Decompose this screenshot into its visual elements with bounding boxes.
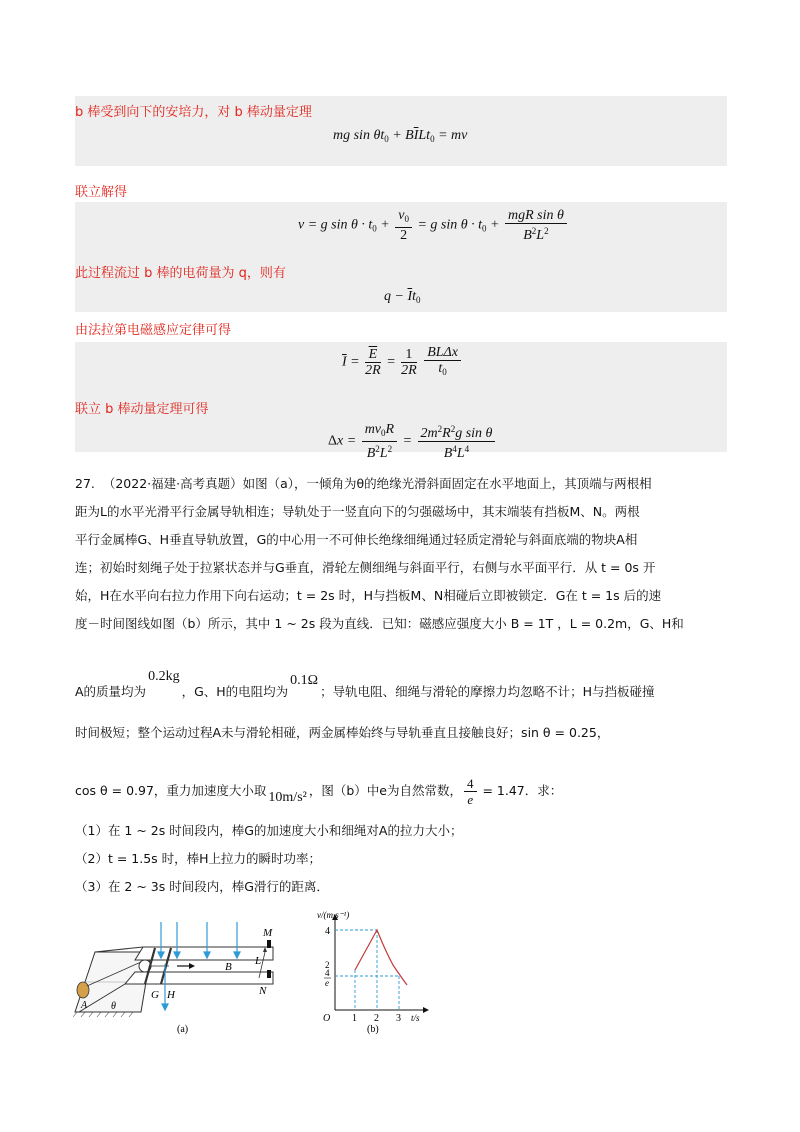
solution-line-1: b 棒受到向下的安培力，对 b 棒动量定理 [75,105,312,120]
x-label: t/s [411,1013,420,1023]
caption-a: (a) [177,1024,189,1035]
figure-a [73,912,293,1037]
sub-question-2: （2）t = 1.5s 时，棒H上拉力的瞬时功率； [75,851,322,866]
question-text-1: 如图（a），一倾角为θ的绝缘光滑斜面固定在水平地面上，其顶端与两根相 [242,476,652,491]
sub-question-1: （1）在 1 ~ 2s 时间段内，棒G的加速度大小和细绳对A的拉力大小； [75,823,463,838]
equation-distance: Δx = $\frac{mv_0R}{B^2L^2}$ = $\frac{2m^2R^2g \sin \theta}{B^4L^4}$ [328,422,497,461]
equation-charge: $q - \overline{I}t_0$ [384,289,421,305]
question-text-2: 距为L的水平光滑平行金属导轨相连；导轨处于一竖直向下的匀强磁场中，其末端装有挡板M、N。两根 [75,504,640,519]
solution-line-5: 联立 b 棒动量定理可得 [75,402,209,417]
y-tick-2: 2 [325,960,330,970]
question-text-3: 平行金属棒G、H垂直导轨放置，G的中心用一不可伸长绝缘细绳通过轻质定滑轮与斜面底端的物块A相 [75,532,638,547]
question-text-6: 度－时间图线如图（b）所示，其中 1 ~ 2s 段为直线．已知：磁感应强度大小 B = 1T ，L = 0.2m，G、H和 [75,616,684,631]
figure-b [315,910,435,1035]
question-27 [75,470,735,638]
sub-question-3: （3）在 2 ~ 3s 时间段内，棒G滑行的距离． [75,879,329,894]
equation-current: $\overline{I}$ = $\frac{\overline{E}}{2R}$ = $\frac{1}{2R}$ $\frac{\text{BLΔx}}{t_0}$ [342,345,463,380]
question-text-9: cos θ = 0.97，重力加速度大小取 10m/s² ，图（b）中e为自然常数， $\frac{4}{e}$ = 1.47．求： [75,776,563,807]
caption-b: (b) [367,1024,379,1035]
equation-velocity: v = g $\sin \theta \cdot t_0$ + $\frac{v_0}{2}$ = g $\sin \theta \cdot t_0$ + $\frac{\text{mgR sin θ}}{B^2L^2}$ [298,208,569,243]
resistance-value: 0.1Ω [290,673,319,688]
question-text-5: 始，H在水平向右拉力作用下向右运动；t = 2s 时，H与挡板M、N相碰后立即被锁定．G在 t = 1s 后的速 [75,588,662,603]
label-theta: θ [111,1001,116,1012]
solution-line-2: 联立解得 [75,185,128,200]
label-L: L [255,955,262,967]
gravity-value: 10m/s² [268,790,307,805]
y-tick-4-over-e-den: e [325,978,329,988]
question-text-4: 连；初始时刻绳子处于拉紧状态并与G垂直，滑轮左侧细绳与斜面平行，右侧与水平面平行．从 t = 0s 开 [75,560,656,575]
label-M: M [263,927,273,939]
solution-line-3: 此过程流过 b 棒的电荷量为 q，则有 [75,266,286,281]
equation-momentum: mg $\sin \theta t_0 + B\overline{I}Lt_0$ = mv [333,128,468,144]
x-tick-2: 2 [374,1013,379,1024]
question-source: （2022·福建·高考真题） [102,476,243,491]
axis-origin: O [323,1013,331,1024]
question-number: 27. [75,476,95,491]
y-label: v/(m·s⁻¹) [317,910,350,920]
y-tick-4-over-e-num: 4 [325,968,330,978]
x-tick-3: 3 [396,1013,401,1024]
label-N: N [259,985,267,997]
mass-value: 0.2kg [148,669,180,684]
label-H: H [167,989,175,1001]
solution-line-4: 由法拉第电磁感应定律可得 [75,323,232,338]
label-B: B [225,961,232,973]
x-tick-1: 1 [352,1013,357,1024]
label-G: G [151,989,159,1001]
question-text-8: 时间极短；整个运动过程A未与滑轮相碰，两金属棒始终与导轨垂直且接触良好；sin θ = 0.25， [75,725,610,740]
y-tick-4: 4 [325,926,330,937]
question-text-7: A的质量均为0.2kg，G、H的电阻均为0.1Ω；导轨电阻、细绳与滑轮的摩擦力均忽略不计；H与挡板碰撞 [75,669,655,699]
label-A: A [81,1000,88,1011]
